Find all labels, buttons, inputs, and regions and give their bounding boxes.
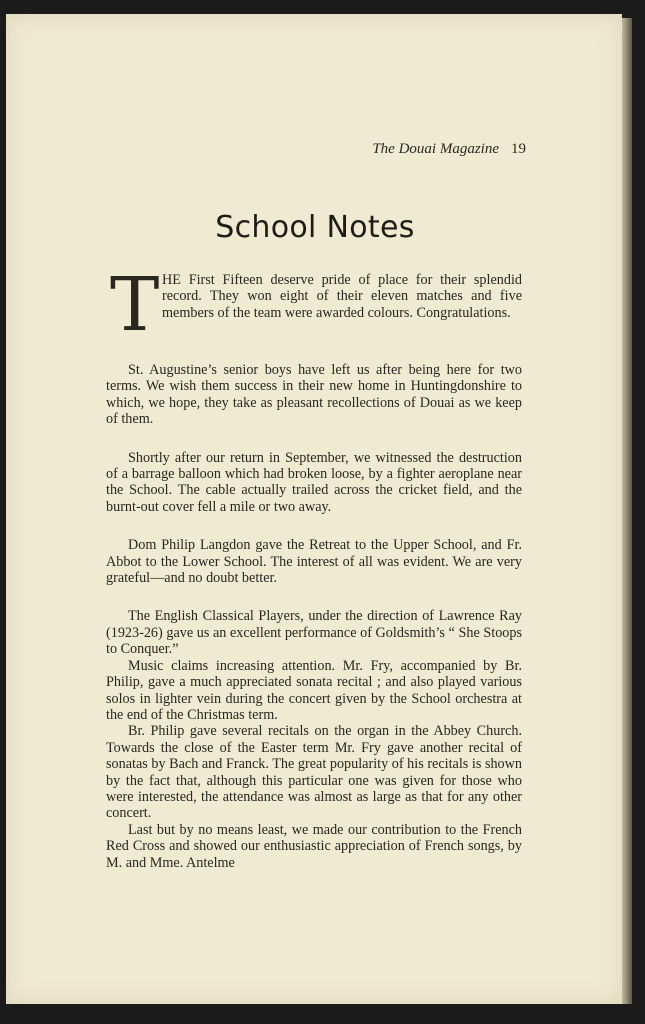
paragraph: St. Augustine’s senior boys have left us after being here for two terms. We wish them success in their new home in Huntingdonshire to which, we hope, they take as pleasant recollections of Douai as we keep of them. bbox=[106, 362, 522, 428]
magazine-title: The Douai Magazine bbox=[372, 141, 499, 157]
article-title: School Notes bbox=[215, 210, 415, 245]
book-page bbox=[6, 14, 622, 1004]
paragraph: Dom Philip Langdon gave the Retreat to the Upper School, and Fr. Abbot to the Lower School. The interest of all was evident. We are very grateful—and no doubt better. bbox=[106, 537, 522, 587]
lead-text: HE First Fifteen deserve pride of place for their splendid record. They won eight of their eleven matches and five members of the team were awarded colours. Congratulations. bbox=[162, 272, 522, 321]
paragraph: Last but by no means least, we made our contribution to the French Red Cross and showed our enthusiastic appreciation of French songs, by M. and Mme. Antelme bbox=[106, 821, 522, 871]
paragraph: The English Classical Players, under the direction of Lawrence Ray (1923-26) gave us an excellent performance of Goldsmith’s “ She Stoops to Conquer.” bbox=[106, 608, 522, 658]
paragraph: Shortly after our return in September, we witnessed the destruction of a barrage balloon which had broken loose, by a fighter aeroplane near the School. The cable actually trailed across the cricket field, and the burnt-out cover fell a mile or two away. bbox=[106, 449, 522, 515]
paragraph: Music claims increasing attention. Mr. Fry, accompanied by Br. Philip, gave a much appreciated sonata recital ; and also played various solos in lighter vein during the concert given by the School orchestra at the end of the Christmas term. bbox=[106, 657, 522, 723]
lead-paragraph bbox=[106, 262, 522, 348]
page-number: 19 bbox=[511, 141, 526, 157]
paragraph: Br. Philip gave several recitals on the organ in the Abbey Church. Towards the close of the Easter term Mr. Fry gave another recital of sonatas by Bach and Franck. The great popularity of his recitals is shown by the fact that, although this particular one was given for those who were interested, the attendance was almost as large as that for any other concert. bbox=[106, 723, 522, 822]
article-body bbox=[106, 262, 522, 871]
running-header bbox=[336, 141, 526, 158]
drop-cap: T bbox=[110, 262, 160, 348]
